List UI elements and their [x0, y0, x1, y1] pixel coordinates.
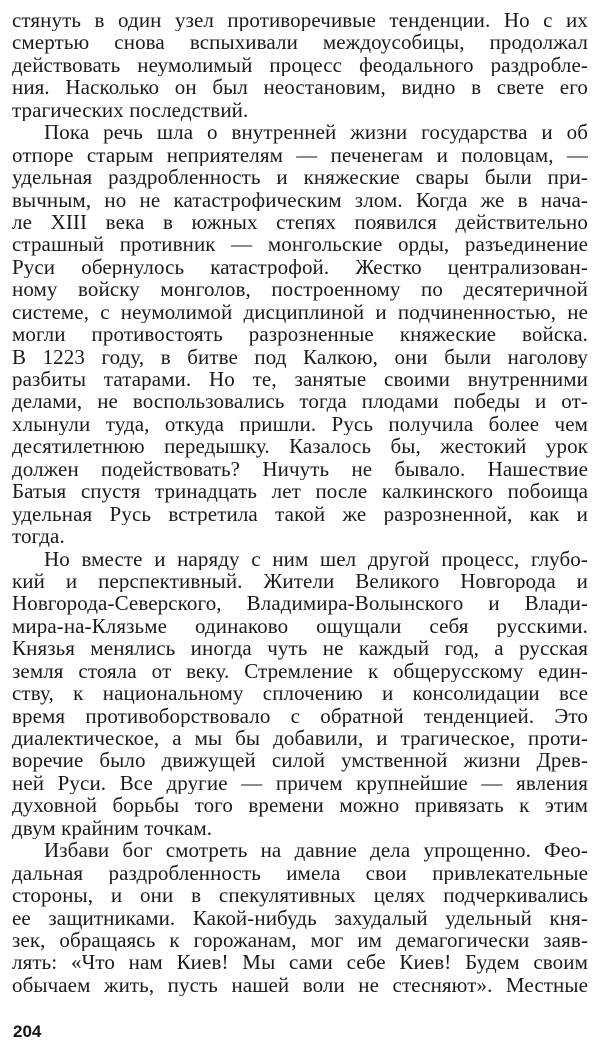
text-line: стянуть в один узел противоречивые тенденции. Но с их [12, 9, 588, 32]
text-line: диалектическое, а мы бы добавили, и трагическое, проти- [12, 727, 588, 750]
text-line: тогда. [12, 525, 65, 548]
paragraph [12, 548, 588, 840]
text-line: кий и перспективный. Жители Великого Новгорода и [12, 569, 588, 593]
text-line: В 1223 году, в битве под Калкою, они были наголову [12, 345, 588, 368]
text-line: духовной борьбы того времени можно привязать к этим [12, 794, 588, 817]
text-line: зек, обращаясь к горожанам, мог им демагогически заяв- [12, 928, 588, 952]
text-line: ней Руси. Все другие — причем крупнейшие — явления [12, 771, 588, 795]
text-line: действовать неумолимый процесс феодального раздробле- [12, 53, 588, 77]
text-line: ному войску монголов, построенному по десятеричной [12, 278, 588, 301]
text-line: земля стояла от веку. Стремление к общерусскому един- [12, 659, 588, 683]
text-line: разбиты татарами. Но те, занятые своими внутренними [12, 368, 588, 391]
text-line: двум крайним точкам. [12, 816, 213, 840]
text-line: Избави бог смотреть на давние дела упрощенно. Фео- [44, 839, 588, 862]
paragraph [12, 839, 588, 996]
text-line: удельная раздробленность и княжеские свары были при- [12, 166, 588, 189]
text-line: ния. Насколько он был неостановим, видно в свете его [12, 76, 588, 99]
text-line: Князья менялись иногда чуть не каждый год, а русская [12, 637, 588, 660]
text-line: воречие было движущей силой умственной жизни Древ- [12, 749, 588, 772]
text-line: трагических последствий. [12, 98, 249, 122]
text-line: мира-на-Клязьме одинаково ощущали себя русскими. [12, 614, 588, 638]
text-line: ству, к национальному сплочению и консолидации все [12, 682, 588, 705]
text-line: вычным, но не катастрофическим злом. Когда же в нача- [12, 188, 588, 211]
page-number: 204 [13, 1022, 42, 1041]
text-line: хлынули туда, откуда пришли. Русь получила более чем [12, 412, 588, 436]
text-line: смертью снова вспыхивали междоусобицы, продолжал [12, 31, 588, 54]
text-line: лять: «Что нам Киев! Мы сами себе Киев! Будем своим [12, 951, 588, 974]
text-line: Батыя спустя тринадцать лет после калкинского побоища [12, 480, 588, 503]
text-line: обычаем жить, пусть нашей воли не стесняют». Местные [12, 973, 588, 997]
text-line: Пока речь шла о внутренней жизни государства и об [44, 121, 588, 144]
text-line: дальная раздробленность имела свои привлекательные [12, 861, 588, 885]
text-line: делами, не воспользовались тогда плодами победы и от- [12, 390, 588, 413]
text-line: Но вместе и наряду с ним шел другой процесс, глубо- [44, 547, 588, 570]
text-line: системе, с неумолимой дисциплиной и подчиненностью, не [12, 300, 588, 324]
text-line: могли противостоять разрозненные княжеские войска. [12, 323, 588, 346]
page-body-text [12, 9, 588, 996]
text-line: десятилетнюю передышку. Казалось бы, жестокий урок [12, 435, 588, 458]
text-line: страшный противник — монгольские орды, разъединение [12, 233, 588, 256]
text-line: отпоре старым неприятелям — печенегам и половцам, — [12, 143, 588, 167]
text-line: Новгорода-Северского, Владимира-Волынского и Влади- [12, 592, 588, 615]
paragraph [12, 121, 588, 547]
text-line: должен подействовать? Ничуть не бывало. Нашествие [12, 457, 588, 481]
text-line: ле XIII века в южных степях появился действительно [12, 210, 588, 234]
text-line: Руси обернулось катастрофой. Жестко централизован- [12, 255, 588, 279]
text-line: ее защитниками. Какой-нибудь захудалый удельный кня- [12, 906, 588, 929]
text-line: стороны, и они в спекулятивных целях подчеркивались [12, 884, 588, 907]
text-line: время противоборствовало с обратной тенденцией. Это [12, 704, 588, 727]
paragraph [12, 9, 588, 121]
text-line: удельная Русь встретила такой же разрозненной, как и [12, 502, 588, 526]
